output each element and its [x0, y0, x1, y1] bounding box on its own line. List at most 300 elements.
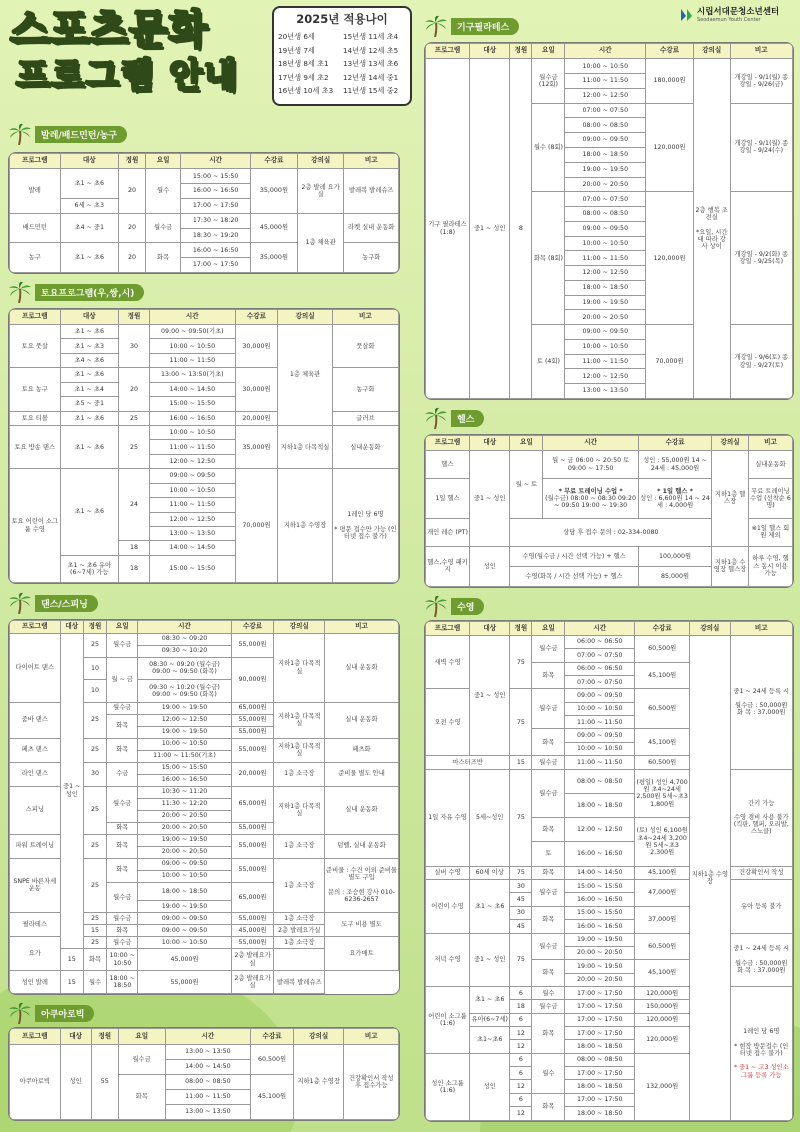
table-cell: 페츠화 [325, 738, 399, 762]
table-cell: 지하1층 수영장 [293, 1044, 344, 1119]
table-cell: 중1 ~ 성인 [470, 635, 510, 755]
table-cell: 농구화 [332, 368, 398, 411]
table-cell: 헬스,수영 패키지 [426, 546, 470, 586]
table-cell: 초1 ~ 초6 [60, 243, 118, 273]
table-cell: 기구 필라테스 (1:8) [426, 59, 470, 399]
note-text: 중1 ~ 24세 등록 시 [733, 945, 790, 953]
table-cell: 09:00 ~ 09:50 [150, 469, 236, 483]
table-cell: 초1 ~ 초6 [60, 425, 118, 468]
table-cell: 1층 소극장 [274, 762, 325, 786]
table-cell: 18:00 ~ 18:50 [565, 1080, 635, 1093]
table-cell: 건강확인서 작성 후 접수가능 [344, 1044, 399, 1119]
table-cell: 55 [91, 1044, 118, 1119]
table-cell: 35,000원 [251, 169, 298, 213]
table-row [426, 866, 793, 879]
table-cell: 1일 자유 수영 [426, 769, 470, 866]
header-row [426, 622, 793, 636]
table-cell: 중1 ~ 성인 [470, 59, 510, 399]
table-cell: 90,000원 [231, 657, 274, 702]
palm-tree-icon [8, 123, 32, 145]
table-cell: 요가매트 [325, 936, 399, 971]
header-cell: 비고 [730, 622, 792, 636]
table-cell: 10:00 ~ 10:50 [107, 948, 138, 971]
title-line1: 스포츠문화 [10, 7, 209, 53]
table-cell: 아쿠아로빅 [10, 1044, 61, 1119]
logo-en: Seodaemun Youth Center [697, 17, 761, 23]
table-cell: 토 [532, 842, 565, 866]
table-cell: 18:00 ~ 18:50 [565, 1040, 635, 1053]
table-cell: 60,500원 [635, 689, 690, 729]
table-cell: 실내운동화 [748, 451, 792, 479]
table-cell: 10:00 ~ 10:50 [150, 483, 236, 497]
table-cell: 60세 이상 [470, 866, 510, 879]
table-cell: 24 [118, 469, 149, 541]
table-cell: 화목 [118, 1074, 165, 1119]
note-text: 월수금 : 50,000원 화 목 : 37,000원 [735, 702, 788, 717]
table-cell: 20 [118, 169, 145, 213]
table-cell: 75 [510, 866, 532, 879]
page-title [10, 6, 265, 116]
note-text: *요일, 시간대 따라 강사 상이 [695, 228, 728, 251]
table-cell: 14:00 ~ 14:50 [565, 866, 635, 879]
note-text: 2층 행복 조전실 [695, 206, 728, 222]
table-cell: 18:00 ~ 18:50 [107, 971, 138, 994]
table-cell: 25 [83, 834, 106, 858]
table-cell: 발레복 발레슈즈 [274, 971, 325, 994]
header-cell: 대상 [470, 622, 510, 636]
table-cell: 지하1층 다목적실 [278, 425, 332, 468]
table-cell: 17:00 ~ 17:50 [565, 1013, 635, 1026]
table-cell: 개강일 - 9/1(월) 종강일 - 9/24(수) [730, 103, 792, 192]
table-cell: 파워 트레이닝 [10, 834, 61, 858]
table-cell: 농구화 [344, 243, 399, 273]
header-cell: 비고 [344, 154, 399, 169]
table-row [426, 986, 793, 999]
table-cell: 10:00 ~ 10:50 [565, 742, 635, 755]
table-cell: 12:00 ~ 12:50 [138, 714, 231, 726]
table-cell: 8 [510, 59, 532, 399]
note-text: * 무료 트레이닝 수업 * [558, 487, 623, 495]
section-header [8, 282, 144, 302]
header-cell: 시간 [165, 1029, 251, 1045]
age-title: 2025년 적용나이 [296, 12, 388, 26]
table-cell: 70,000원 [646, 325, 694, 399]
table-cell: 132,000원 [635, 1053, 690, 1120]
table-cell: 월수금 [107, 912, 138, 924]
table-cell: 07:00 ~ 07:50 [565, 192, 646, 207]
table-cell: 20:00 ~ 20:50 [138, 822, 231, 834]
table-cell: 6 [510, 1067, 532, 1080]
table-cell: 55,000원 [231, 936, 274, 948]
table-cell: 10 [83, 657, 106, 680]
table-cell: 월수 [146, 169, 181, 213]
age-row: 13년생 13세 초6 [343, 59, 399, 68]
table-cell: 11:30 ~ 12:20 [138, 798, 231, 810]
header-row [426, 44, 793, 59]
header-row [426, 436, 793, 451]
table-cell: 월수 (8회) [532, 103, 565, 192]
table-cell: 월수금 [118, 1044, 165, 1074]
table-cell [638, 478, 711, 518]
note-text: * 1일 헬스 * [657, 487, 693, 495]
table-cell: 20:00 ~ 20:50 [565, 946, 635, 959]
table-cell: 저녁 수영 [426, 933, 470, 986]
table-cell: 수영(월수금 / 시간 선택 가능) + 헬스 [510, 546, 638, 566]
table-cell: 1층 소극장 [274, 912, 325, 924]
table-cell: 실내 운동화 [325, 702, 399, 738]
table-cell: 초1 ~ 초4 [60, 382, 118, 396]
header-cell: 수강료 [235, 310, 278, 325]
table-cell: 60,500원 [635, 933, 690, 960]
table-cell: 13:00 ~ 13:50 [150, 526, 236, 540]
table-cell: 유아 등록 불가 [730, 880, 792, 933]
note-text: 간키 가능 [748, 799, 775, 807]
table-cell: 06:00 ~ 06:50 [565, 635, 635, 648]
age-row: 20년생 6세 [278, 32, 315, 41]
table-row [10, 633, 399, 645]
table-cell: 15:00 ~ 15:50 [150, 397, 236, 411]
table-cell: 19:00 ~ 19:50 [565, 933, 635, 946]
header-cell: 프로그램 [426, 44, 470, 59]
note-text: 중1 ~ 24세 등록 시 [733, 687, 790, 695]
header-cell: 대상 [60, 1029, 91, 1045]
table-cell: 55,000원 [231, 834, 274, 858]
header-cell: 정원 [118, 154, 145, 169]
table-cell: 화목 [83, 948, 106, 971]
table-cell: 성인 [470, 1053, 510, 1120]
note-text: 월수금 : 50,000원 화 목 : 37,000원 [735, 959, 788, 974]
table-cell [325, 858, 399, 912]
table-cell: 55,000원 [231, 714, 274, 726]
table-cell: 하루 수영, 헬스 동시 이용 가능 [748, 546, 792, 586]
table-cell: 45,100원 [635, 866, 690, 879]
table-cell: 14:00 ~ 14:50 [165, 1059, 251, 1074]
table-cell: 초1 ~ 초6 [470, 880, 510, 933]
table-row [426, 933, 793, 946]
table-cell: 월수금 [532, 635, 565, 662]
table-cell: 19:00 ~ 19:50 [565, 960, 635, 973]
table-cell: 1층 소극장 [274, 858, 325, 912]
table-cell: 초1 ~ 초6 [470, 986, 510, 1013]
table-cell: 18 [118, 541, 149, 555]
table-cell: 19:00 ~ 19:50 [138, 834, 231, 846]
table-cell [730, 635, 792, 769]
table-cell: 15:00 ~ 15:50 [181, 169, 251, 184]
table-cell [543, 478, 638, 518]
table-row [426, 59, 793, 74]
table-cell: 65,000원 [231, 786, 274, 822]
table-cell [730, 986, 792, 1120]
table-cell: 20:00 ~ 20:50 [565, 177, 646, 192]
section-header [424, 16, 519, 36]
section-header [8, 124, 127, 144]
table-cell: 지하1층 다목적실 [274, 702, 325, 738]
table-cell: 화목 [107, 858, 138, 882]
table-cell: 10:00 ~ 10:50 [565, 59, 646, 74]
header-cell: 대상 [60, 621, 83, 634]
table-cell: 75 [510, 769, 532, 866]
table-cell: 09:30 ~ 10:20 [138, 645, 231, 657]
note-text: 수영 경비 사용 불가 (킥판, 헬퍼, 오리발, 스노클) [733, 813, 789, 836]
header-row [10, 621, 399, 634]
note-text: 문의 : 조승현 강사 010-6236-2657 [328, 888, 396, 904]
table-cell: 11:00 ~ 11:50(기초) [138, 750, 231, 762]
palm-tree-icon [8, 281, 32, 303]
table-cell: 20 [118, 213, 145, 243]
table-cell: 15 [510, 756, 532, 769]
table-cell: 마스터즈반 [426, 756, 510, 769]
palm-tree-icon [424, 595, 448, 617]
header-cell: 비고 [332, 310, 398, 325]
table-cell: 월수금 [532, 689, 565, 729]
table-cell: 45,100원 [251, 1074, 294, 1119]
age-grid [278, 30, 406, 98]
table-cell: 10:30 ~ 11:20 [138, 786, 231, 798]
table-cell: 55,000원 [231, 738, 274, 762]
table-row [426, 880, 793, 893]
table-cell: 11:00 ~ 11:50 [150, 440, 236, 454]
table-cell: 55,000원 [231, 858, 274, 882]
note-text: 1레인 당 6명 [347, 511, 384, 519]
table-cell: 75 [510, 635, 532, 688]
table-cell: 월수 [532, 986, 565, 999]
table-cell: 120,000원 [635, 1027, 690, 1054]
section-title: 수영 [451, 598, 484, 615]
table-row [426, 769, 793, 793]
table-cell: 18:00 ~ 18:50 [565, 280, 646, 295]
table-cell: 지하1층 수영장 헬스장 [712, 546, 749, 586]
table-cell: 초1 ~ 초6 [60, 368, 118, 382]
header-cell: 대상 [60, 154, 118, 169]
header-cell: 정원 [118, 310, 149, 325]
table-cell: 개인 레슨 (PT) [426, 519, 470, 547]
table-cell: 월수금 [107, 633, 138, 657]
table-cell: 12:00 ~ 12:50 [565, 88, 646, 103]
table-cell: 화목 [107, 738, 138, 762]
table-cell: (토) 성인 6,100원 초4~24세 3,200원 5세~초3 2,300원 [635, 818, 690, 867]
table-cell: 초1 ~ 초6 유아 (6~7세) 가능 [60, 555, 118, 582]
header-cell: 요일 [532, 44, 565, 59]
table-cell: 6 [510, 986, 532, 999]
table-row [10, 213, 399, 228]
table-cell: 월수 [532, 1053, 565, 1093]
header-cell: 시간 [150, 310, 236, 325]
section-header [424, 408, 484, 428]
table-cell: 09:00 ~ 09:50 [138, 912, 231, 924]
table-cell: 15:00 ~ 15:50 [565, 906, 635, 919]
table-cell: 17:00 ~ 17:50 [565, 1067, 635, 1080]
table-cell [730, 769, 792, 866]
table-cell: 줌바 댄스 [10, 702, 61, 738]
section-dance [8, 593, 400, 995]
header-cell: 비고 [325, 621, 399, 634]
header-cell: 강의실 [297, 154, 344, 169]
header-cell: 수강료 [646, 44, 694, 59]
table-cell: 120,000원 [646, 103, 694, 192]
table-cell: 풋살화 [332, 325, 398, 368]
table-cell: 16:00 ~ 16:50 [181, 184, 251, 199]
table-cell: 12:00 ~ 12:50 [565, 369, 646, 384]
table-cell: 중1 ~ 성인 [470, 451, 510, 546]
table-cell: 09:00 ~ 09:50 [565, 221, 646, 236]
table-cell: 화목 [107, 714, 138, 738]
table-cell: 17:00 ~ 17:50 [565, 1027, 635, 1040]
table-cell: 18 [510, 1000, 532, 1013]
table-row [10, 425, 399, 439]
section-title: 댄스/스피닝 [35, 595, 98, 612]
table-cell: 55,000원 [231, 633, 274, 657]
table-cell: 월 ~ 토 [510, 451, 543, 519]
table-cell: 수금 [107, 762, 138, 786]
table-cell: 30,000원 [235, 368, 278, 411]
table-cell: 19:00 ~ 19:50 [565, 162, 646, 177]
table-cell: 20 [118, 243, 145, 273]
table-row [426, 546, 793, 566]
section-title: 아쿠아로빅 [35, 1005, 94, 1022]
age-row: 17년생 9세 초2 [278, 72, 329, 82]
table-cell: 08:30 ~ 09:20 (월수금) 09:00 ~ 09:50 (화목) [138, 657, 231, 680]
table-cell: 45,000원 [251, 213, 298, 243]
table-cell: 지하1층 다목적실 [274, 738, 325, 762]
table-cell: 월수금 (12회) [532, 59, 565, 103]
table-cell: 45,000원 [138, 948, 231, 971]
table-cell: 6 [510, 1053, 532, 1066]
table-cell: 15:00 ~ 15:50 [138, 762, 231, 774]
table-cell: 08:00 ~ 08:50 [565, 207, 646, 222]
table-cell: 개강일 - 9/1(월) 종강일 - 9/26(금) [730, 59, 792, 103]
table-cell: 초4 ~ 중1 [60, 213, 118, 243]
table-cell: 17:00 ~ 17:50 [181, 258, 251, 273]
header-row [10, 1029, 399, 1045]
palm-tree-icon [8, 592, 32, 614]
table-cell: 화목 [146, 243, 181, 273]
table-cell: 상담 후 접수 문의 : 02-334-0080 [510, 519, 712, 547]
table-cell: 중1 ~ 성인 [60, 633, 83, 948]
table-cell: 25 [83, 738, 106, 762]
table-cell: 65,000원 [231, 702, 274, 714]
table-cell: 18:00 ~ 18:50 [138, 882, 231, 900]
table-cell: 2층 발레요가실 [231, 948, 274, 971]
table-cell: 12 [510, 1080, 532, 1093]
table-cell: 개강일 - 9/6(토) 종강일 - 9/27(토) [730, 325, 792, 399]
table-cell: 건강확인서 작성 [730, 866, 792, 879]
table-cell: 06:00 ~ 06:50 [565, 662, 635, 675]
table-cell: 월수금 [532, 756, 565, 769]
table-cell: 오전 수영 [426, 689, 470, 756]
table-cell: 100,000원 [638, 546, 711, 566]
table-cell: 16:00 ~ 16:50 [565, 893, 635, 906]
header-cell: 정원 [510, 622, 532, 636]
section-title: 기구필라테스 [451, 18, 519, 35]
header-cell: 비고 [344, 1029, 399, 1045]
table-cell: 초5 ~ 중1 [60, 397, 118, 411]
table-cell: 20:00 ~ 20:50 [565, 973, 635, 986]
table-cell: 10:00 ~ 10:50 [565, 236, 646, 251]
table-cell: 16:00 ~ 16:50 [138, 774, 231, 786]
table-cell: 지하1층 다목적실 [274, 633, 325, 702]
table-cell: 초1~초6 [470, 1027, 510, 1054]
table-cell: 토 (4회) [532, 325, 565, 399]
table-cell: 화목 [532, 729, 565, 756]
table-cell: 07:00 ~ 07:50 [565, 676, 635, 689]
table-cell: 55,000원 [231, 822, 274, 834]
table-cell: 55,000원 [231, 912, 274, 924]
table-cell: 라켓 실내 운동화 [344, 213, 399, 243]
table-cell: 25 [83, 858, 106, 912]
table-cell: 13:00 ~ 13:50 [165, 1044, 251, 1059]
table-cell: 도구 비용 별도 [325, 912, 399, 936]
table-cell: 10:00 ~ 10:50 [150, 425, 236, 439]
table-cell: 화목 [532, 1013, 565, 1053]
table-cell: 75 [510, 689, 532, 756]
table-cell: ※1일 헬스 회원 제외 [748, 519, 792, 547]
table-cell: 13:00 ~ 13:50 [565, 384, 646, 399]
table-cell: 6 [510, 1093, 532, 1106]
age-row: 14년생 12세 초5 [343, 45, 399, 55]
table-cell: 덤벨, 실내 운동화 [325, 834, 399, 858]
header-cell: 요일 [107, 621, 138, 634]
header-row [10, 154, 399, 169]
table-cell: 18:00 ~ 18:50 [565, 147, 646, 162]
header-cell: 대상 [470, 44, 510, 59]
table-cell: 12 [510, 1027, 532, 1040]
table-cell: 10:00 ~ 10:50 [565, 339, 646, 354]
table-cell: 월수금 [532, 933, 565, 960]
table-cell: 45,100원 [635, 729, 690, 756]
table-cell: 화목 [532, 866, 565, 879]
table-cell: 농구 [10, 243, 61, 273]
header-cell: 강의실 [712, 436, 749, 451]
table-cell: 150,000원 [635, 1000, 690, 1013]
table-cell: 35,000원 [235, 425, 278, 468]
table-cell: 성인 소그룹 (1:6) [426, 1053, 470, 1120]
table-cell: 성인 [60, 1044, 91, 1119]
table-cell: 30 [510, 906, 532, 919]
table-cell: 1층 소극장 [274, 834, 325, 858]
table-cell: 20:00 ~ 20:50 [565, 310, 646, 325]
header-cell: 비고 [730, 44, 792, 59]
header-cell: 강의실 [293, 1029, 344, 1045]
table-cell: 18 [118, 555, 149, 582]
table-cell: 초1 ~ 초6 [60, 411, 118, 425]
header-cell: 수강료 [251, 154, 298, 169]
header-cell: 정원 [91, 1029, 118, 1045]
table-cell: 16:00 ~ 16:50 [181, 243, 251, 258]
table-cell: 65,000원 [231, 882, 274, 912]
header-cell: 수강료 [635, 622, 690, 636]
table-cell: 지하1층 다목적실 [274, 786, 325, 834]
table-cell: 120,000원 [646, 192, 694, 325]
table-cell: 5세~성인 [470, 769, 510, 866]
table-cell: 유아(6~7세) [470, 1013, 510, 1026]
table-cell: 토요 농구 [10, 368, 61, 411]
table-cell: 14:00 ~ 14:50 [150, 382, 236, 396]
table-cell: 2층 발레 요가실 [297, 169, 344, 213]
table-cell: 09:00 ~ 09:50(기초) [150, 325, 236, 339]
table-cell: 준비물 별도 안내 [325, 762, 399, 786]
table-cell: 120,000원 [635, 1013, 690, 1026]
table-cell: 11:00 ~ 11:50 [150, 498, 236, 512]
table-cell: 85,000원 [638, 566, 711, 586]
table-cell: 월수금 [107, 882, 138, 912]
table-cell: 55,000원 [138, 971, 231, 994]
table-cell: 1층 체육관 [297, 213, 344, 272]
header-cell: 시간 [181, 154, 251, 169]
table-cell: 08:00 ~ 08:50 [565, 769, 635, 793]
table-cell: 글러브 [332, 411, 398, 425]
header-cell: 수강료 [251, 1029, 294, 1045]
note-text: 성인 : 6,600원 14 ~ 24세 : 4,000원 [640, 494, 710, 510]
